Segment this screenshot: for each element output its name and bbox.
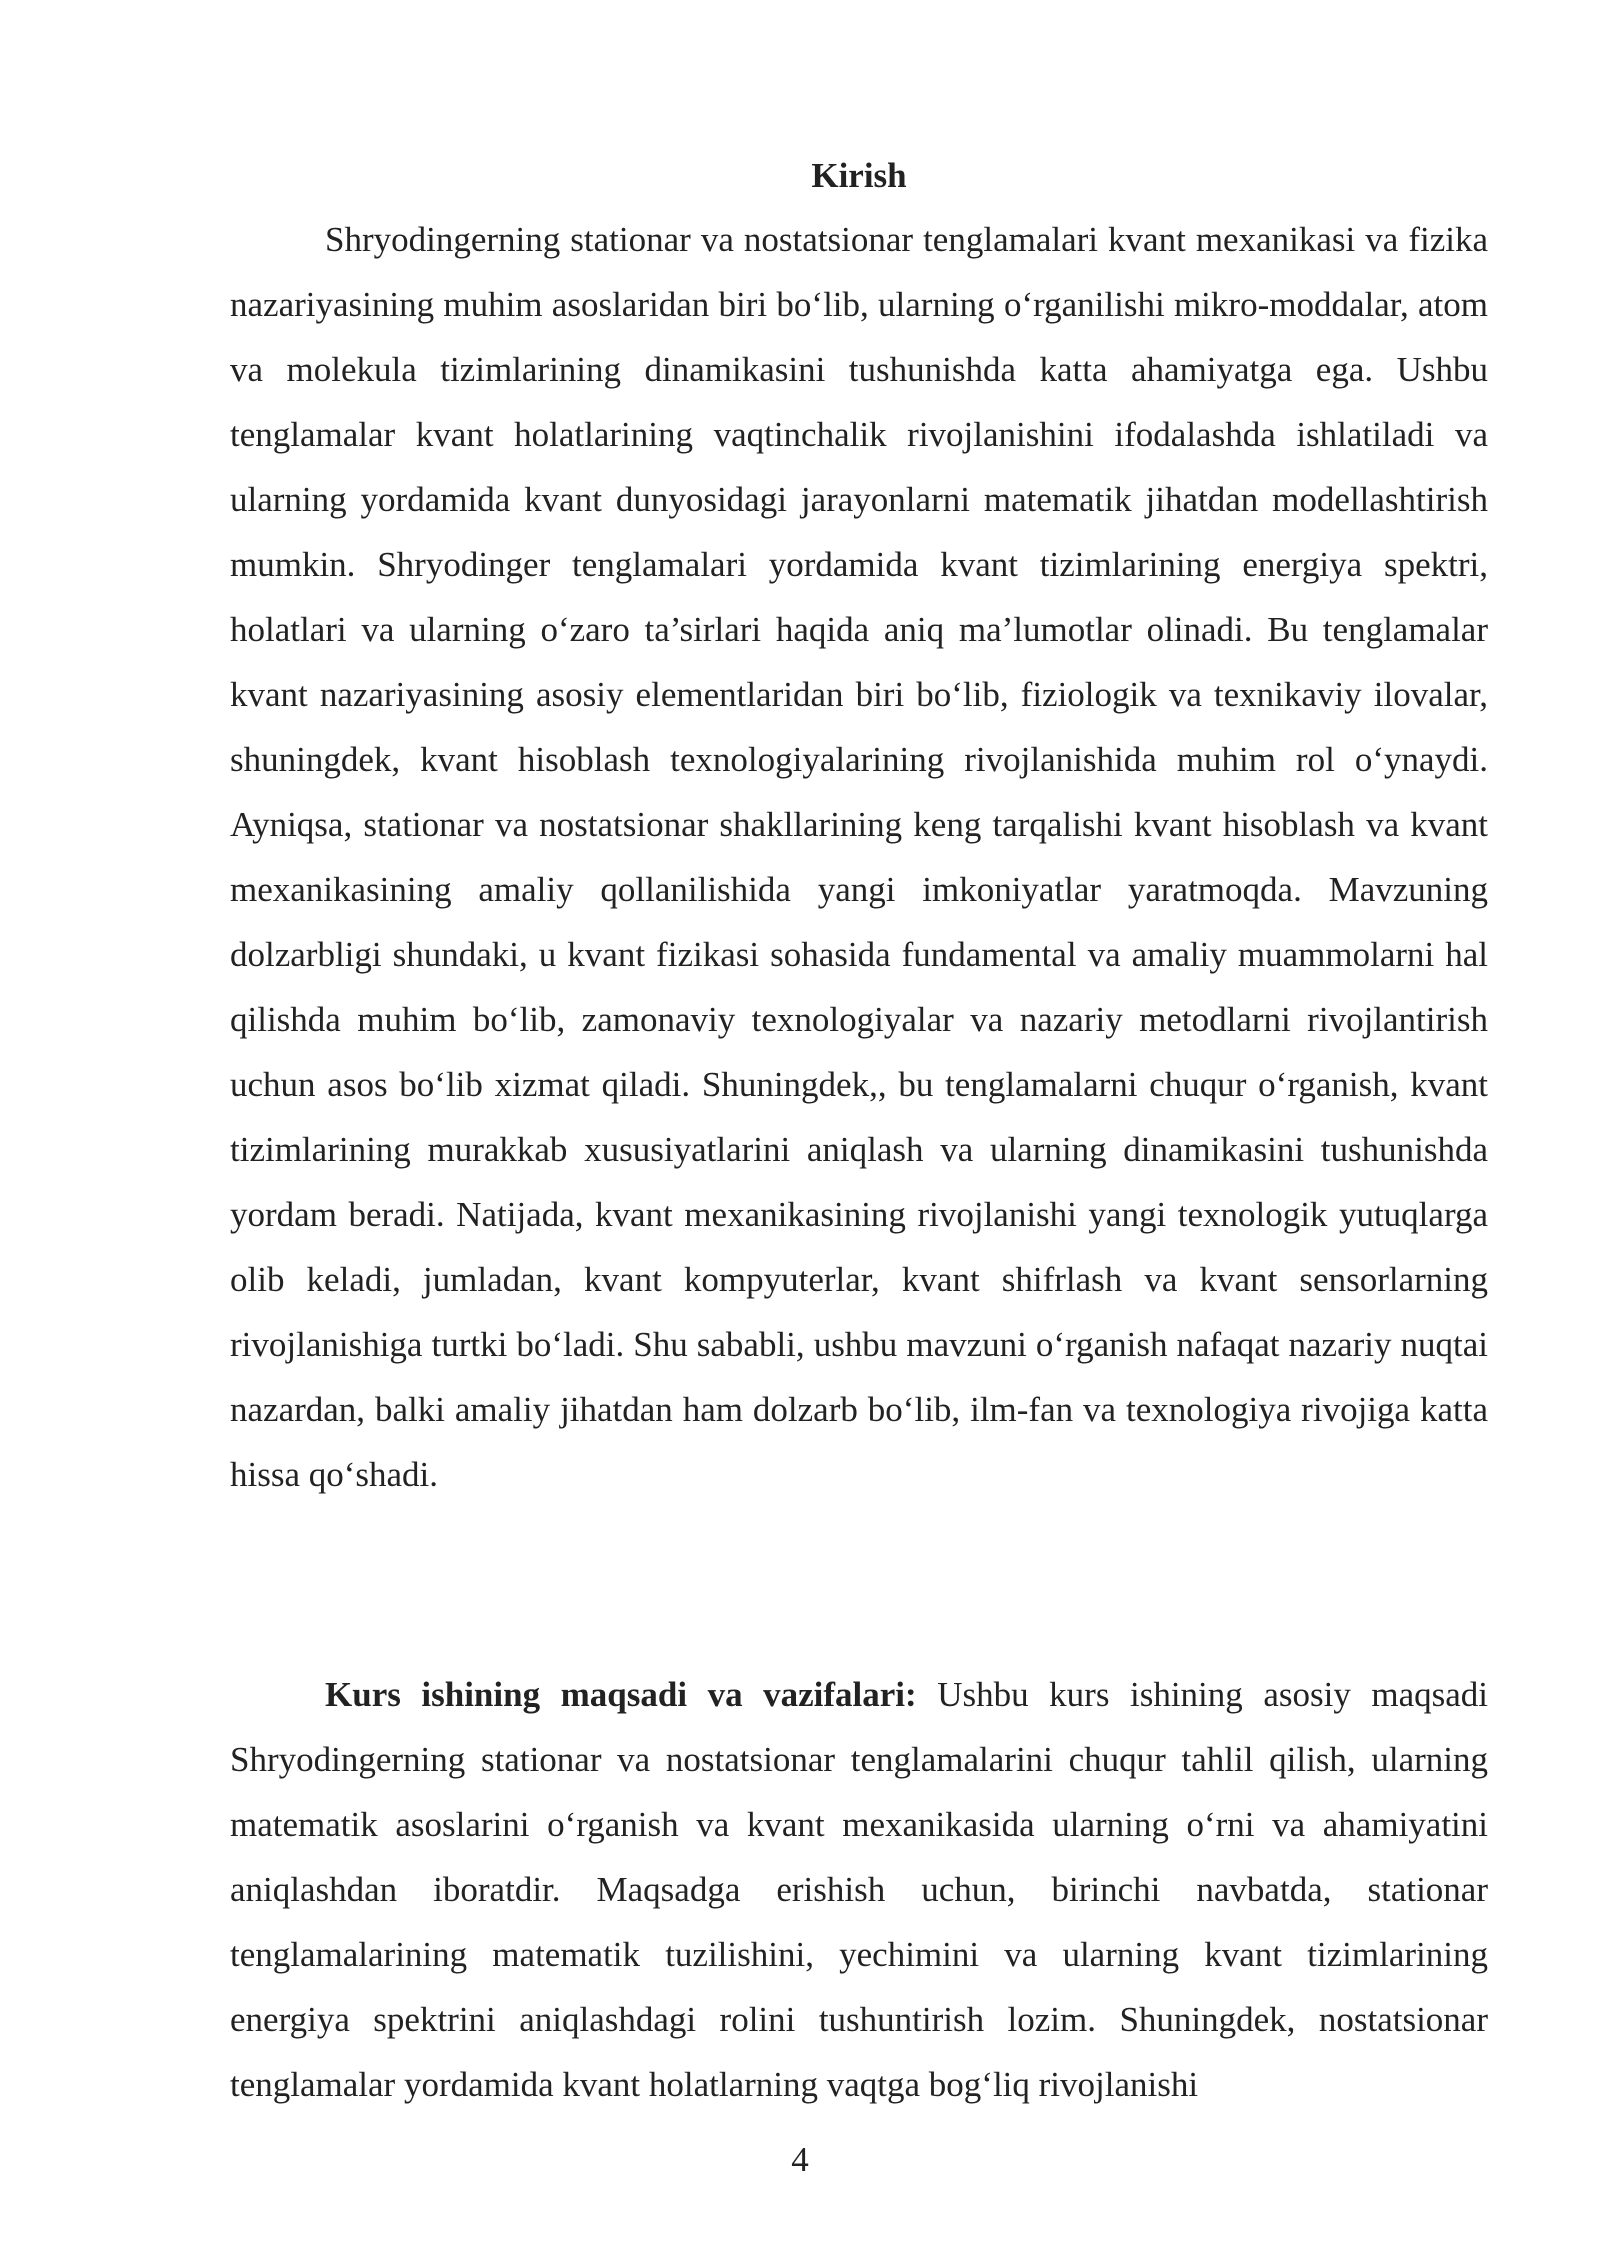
goals-paragraph	[230, 1662, 1488, 2117]
intro-paragraph: Shryodingerning stationar va nostatsionar tenglamalari kvant mexanikasi va fizika nazariyasining muhim asoslaridan biri bo‘lib, ularning o‘rganilishi mikro-moddalar, atom va molekula tizimlarining dinamikasini tushunishda katta ahamiyatga ega. Ushbu tenglamalar kvant holatlarining vaqtinchalik rivojlanishini ifodalashda ishlatiladi va ularning yordamida kvant dunyosidagi jarayonlarni matematik jihatdan modellashtirish mumkin. Shryodinger tenglamalari yordamida kvant tizimlarining energiya spektri, holatlari va ularning o‘zaro ta’sirlari haqida aniq ma’lumotlar olinadi. Bu tenglamalar kvant nazariyasining asosiy elementlaridan biri bo‘lib, fiziologik va texnikaviy ilovalar, shuningdek, kvant hisoblash texnologiyalarining rivojlanishida muhim rol o‘ynaydi. Ayniqsa, stationar va nostatsionar shakllarining keng tarqalishi kvant hisoblash va kvant mexanikasining amaliy qollanilishida yangi imkoniyatlar yaratmoqda. Mavzuning dolzarbligi shundaki, u kvant fizikasi sohasida fundamental va amaliy muammolarni hal qilishda muhim bo‘lib, zamonaviy texnologiyalar va nazariy metodlarni rivojlantirish uchun asos bo‘lib xizmat qiladi. Shuningdek,, bu tenglamalarni chuqur o‘rganish, kvant tizimlarining murakkab xususiyatlarini aniqlash va ularning dinamikasini tushunishda yordam beradi. Natijada, kvant mexanikasining rivojlanishi yangi texnologik yutuqlarga olib keladi, jumladan, kvant kompyuterlar, kvant shifrlash va kvant sensorlarning rivojlanishiga turtki bo‘ladi. Shu sababli, ushbu mavzuni o‘rganish nafaqat nazariy nuqtai nazardan, balki amaliy jihatdan ham dolzarb bo‘lib, ilm-fan va texnologiya rivojiga katta hissa qo‘shadi.	[230, 220, 1488, 1494]
page-number: 4	[791, 2140, 809, 2179]
section-heading: Kirish	[811, 156, 907, 195]
goals-text: Ushbu kurs ishining asosiy maqsadi Shryodingerning stationar va nostatsionar tenglamalarini chuqur tahlil qilish, ularning matematik asoslarini o‘rganish va kvant mexanikasida ularning o‘rni va ahamiyatini aniqlashdan iboratdir. Maqsadga erishish uchun, birinchi navbatda, stationar tenglamalarining matematik tuzilishini, yechimini va ularning kvant tizimlarining energiya spektrini aniqlashdagi rolini tushuntirish lozim. Shuningdek, nostatsionar tenglamalar yordamida kvant holatlarning vaqtga bog‘liq rivojlanishi	[230, 1675, 1488, 2104]
goals-lead: Kurs ishining maqsadi va vazifalari:	[325, 1675, 917, 1714]
